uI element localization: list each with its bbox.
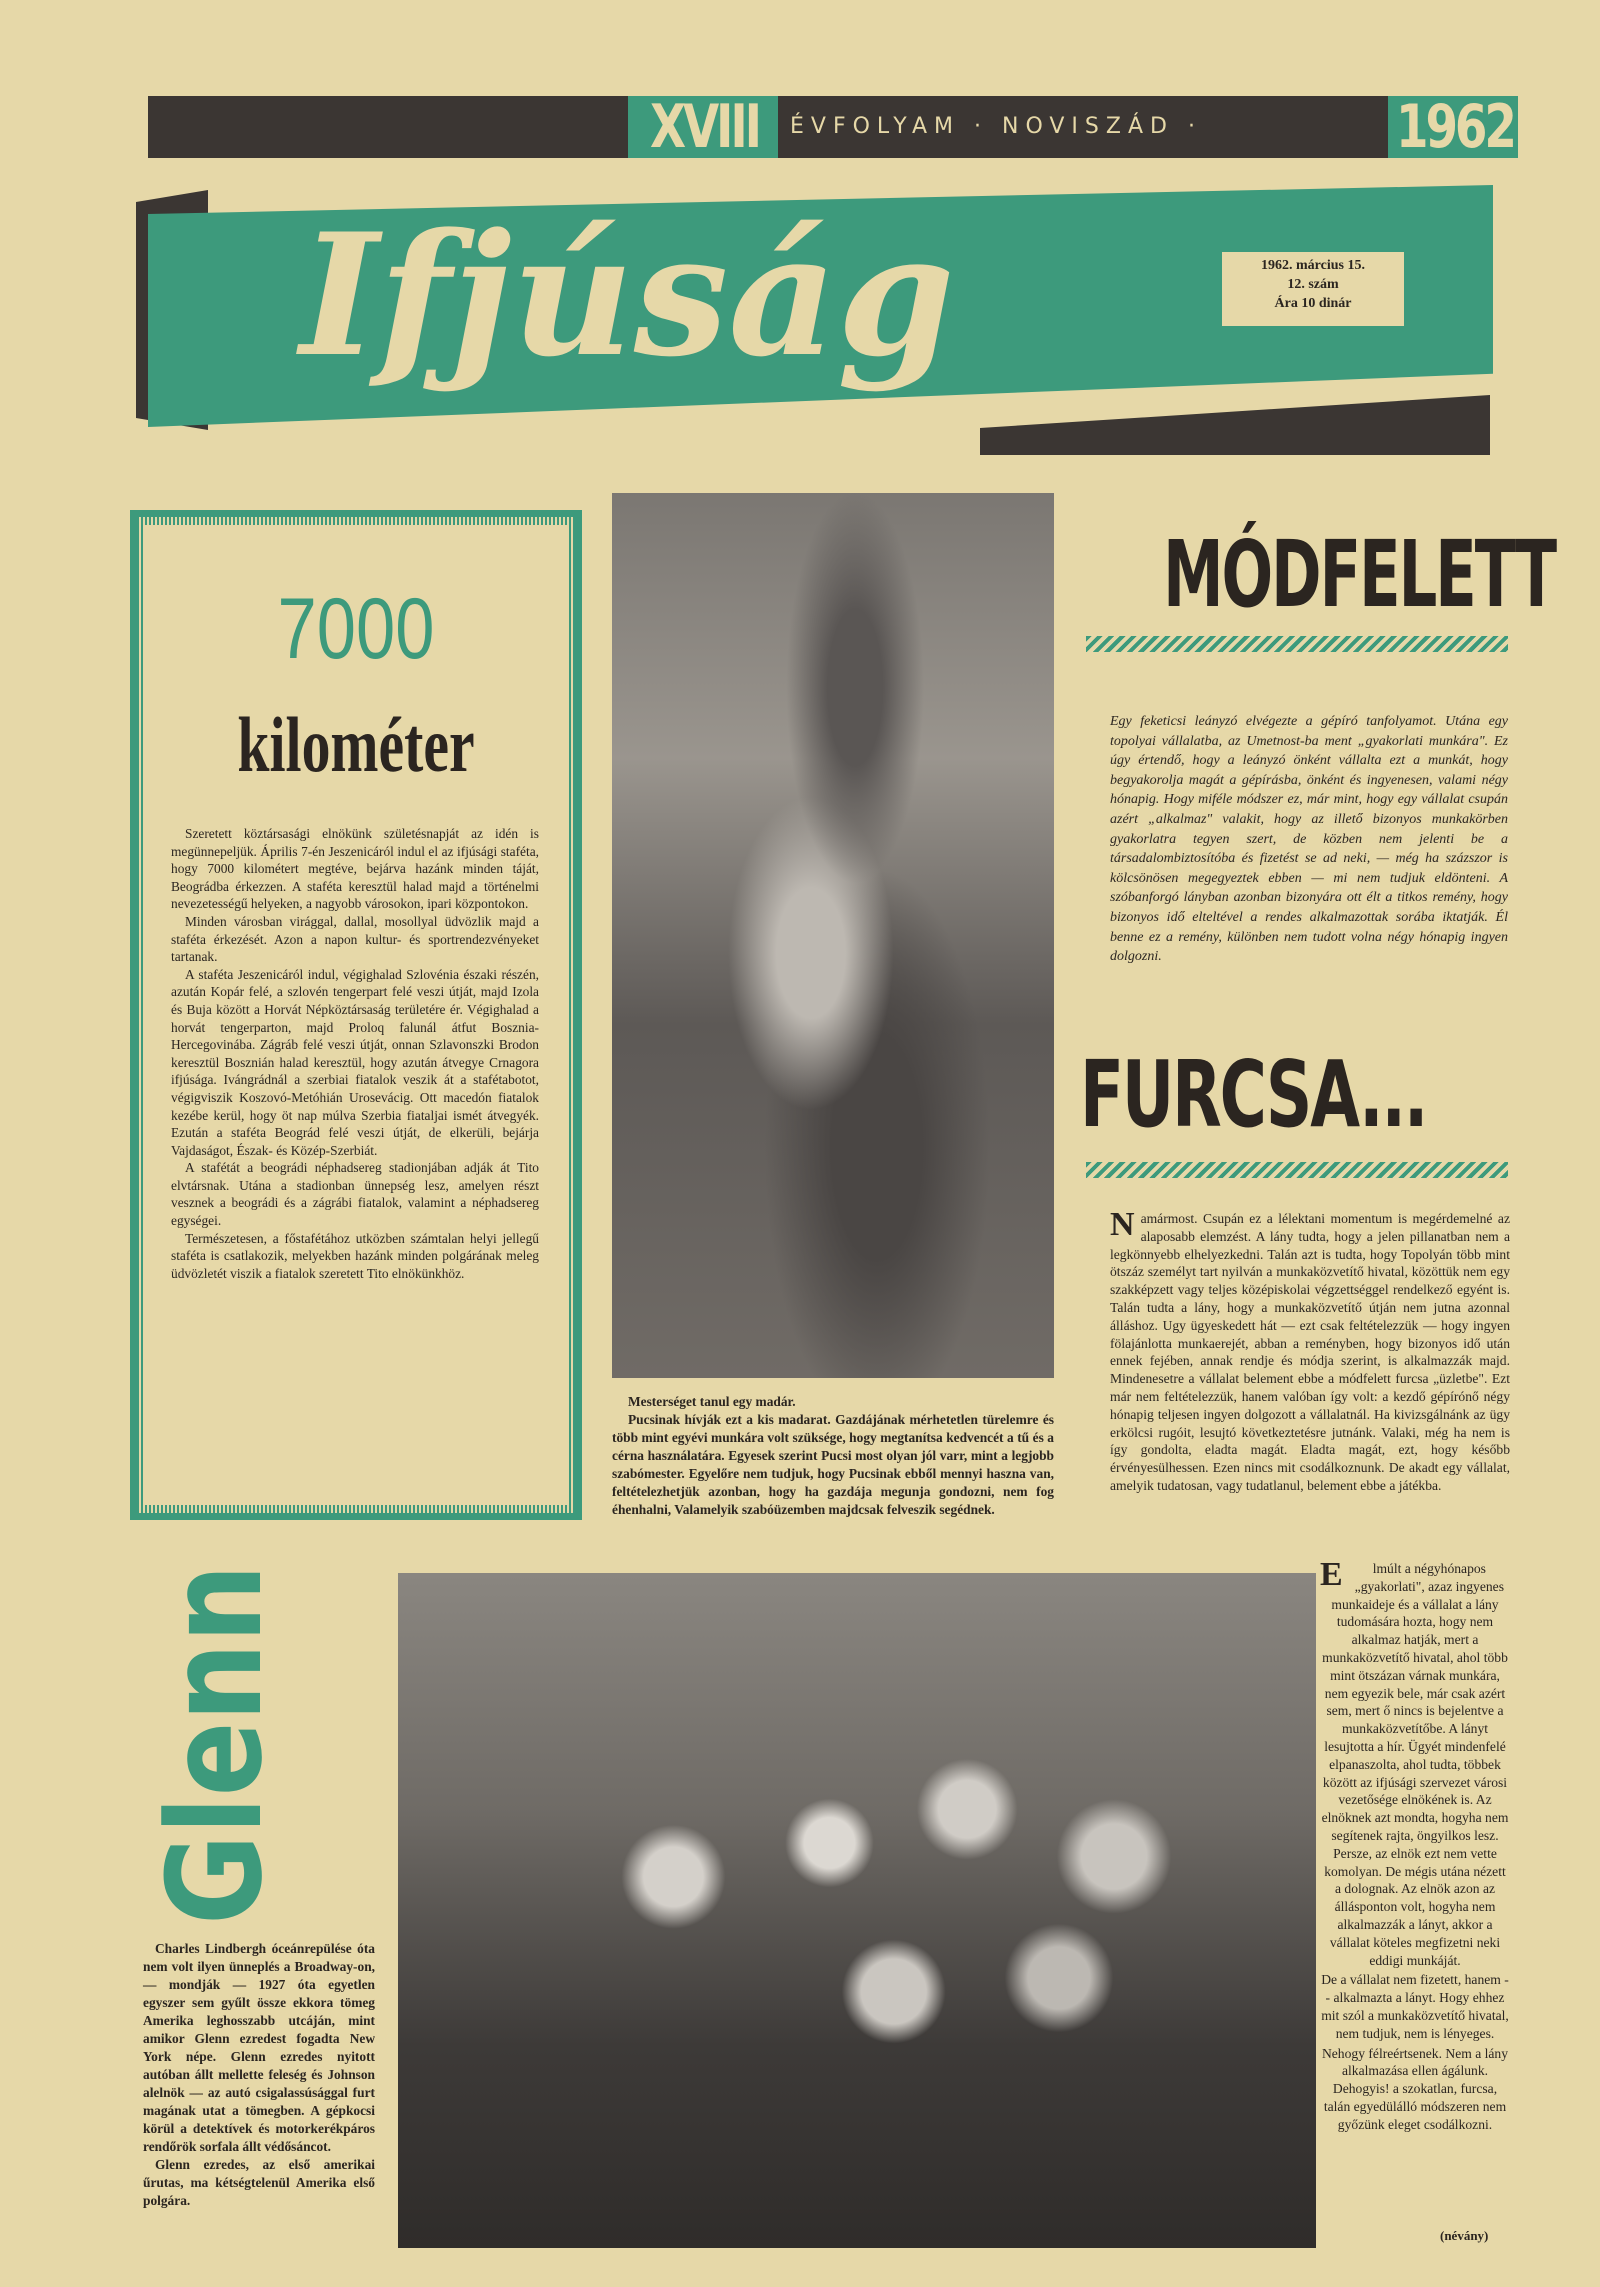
- caption-title: Mesterséget tanul egy madár.: [628, 1394, 796, 1409]
- paragraph-text: lmúlt a négyhónapos „gyakorlati", azaz ingyenes munkaideje és a vállalat a lány tudomására hozta, hogy nem alkalmaz hatják, mert a munkaközvetítő hivatal, ahol több mint ötszázan várnak munkára, nem egyezik bele, már csak azért sem, mert ő nincs is bejelentve a munkaközvetítőbe. A lányt lesujtotta a hír. Ügyét mindenfelé elpanaszolta, ahol tudta, többek között az ifjúsági szervezet városi vezetősége elnökének is. Az elnöknek azt mondta, hogyha nem segítenek rajta, öngyilkos lesz. Persze, az elnök ezt nem vette komolyan. De mégis utána nézett a dolognak. Az elnök azon az állásponton volt, hogyha nem alkalmazzák a lányt, akkor a vállalat köteles megfizetni neki eddigi munkáját.: [1321, 1561, 1509, 1968]
- volume-number: XVIII: [650, 92, 759, 162]
- masthead-subtitle: ÉVFOLYAM · NOVISZÁD ·: [790, 114, 1202, 139]
- article-7000-frame: [130, 510, 582, 1520]
- headline-modfelett: MÓDFELETT: [1163, 521, 1556, 628]
- headline-glenn: [139, 1564, 291, 1940]
- caption-text: Pucsinak hívják ezt a kis madarat. Gazdájának mérhetetlen türelemre és több mint egyévi munkára volt szüksége, hogy megtanítsa kedvencét a tű és a cérna használatára. Egyesek szerint Pucsi most olyan jól varr, mint a legjobb szabómester. Egyelőre nem tudjuk, hogy Pucsinak ebből mennyi haszna van, feltételezhetjük azonban, hogy ha gazdája megunja gondozni, nem fog éhenhalni, Valamelyik szabóüzemben majdcsak felveszik segédnek.: [612, 1412, 1054, 1517]
- paragraph: Glenn ezredes, az első amerikai űrutas, ma kétségtelenül Amerika első polgára.: [143, 2157, 375, 2208]
- furcsa-body: [1110, 1206, 1510, 1495]
- headline-furcsa: FURCSA...: [1080, 1041, 1427, 1148]
- paragraph: Szeretett köztársasági elnökünk születésnapját az idén is megünnepeljük. Április 7-én Jeszenicáról indul el az ifjúsági staféta, hogy 7000 kilométert megtéve, bejárva hazánk minden táját, Beográdba érkezzen. A staféta keresztül halad majd a történelmi nevezetességű helyeken, a nagyobb városokon, ipari központokon.: [171, 826, 539, 912]
- crowd-photo: [398, 1573, 1316, 2248]
- bird-photo: [612, 493, 1054, 1378]
- paragraph: [1320, 1556, 1510, 1969]
- author-signature: (névány): [1440, 2228, 1489, 2243]
- paragraph: A stafétát a beográdi néphadsereg stadionjában adják át Tito elvtársnak. Utána a stadionban ünnepség lesz, amelyen részt vesznek a beográdi és a zágrábi fiatalok, valamint a néphadsereg egységei.: [171, 1160, 539, 1229]
- hatch-divider: [1086, 636, 1508, 652]
- article-7000-body: [171, 825, 539, 1282]
- masthead-year: 1962: [1396, 92, 1514, 162]
- headline-glenn-text: Glenn: [139, 1564, 291, 1925]
- paragraph: De a vállalat nem fizetett, hanem -- alkalmazta a lányt. Hogy ehhez mit szól a munkaközvetítő hivatal, nem tudjuk, nem is lényeges.: [1321, 1972, 1509, 2041]
- article-7000-number: 7000: [277, 581, 435, 677]
- masthead-bar-left: [148, 96, 628, 158]
- paragraph-text: amármost. Csupán ez a lélektani momentum is megérdemelné az alaposabb elemzést. A lány tudta, hogy a jelen pillanatban nem a legkönnyebb elhelyezkedni. Talán azt is tudta, hogy Topolyán több mint ötszáz személyt tart nyilván a munkaközvetítő hivatal, közöttük nem egy szakképzett vagy teljes középiskolai végzettséggel rendelkező egyént is. Talán tudta a lány, hogy a munkaközvetítő útján nem jutna azonnal álláshoz. Ugy ügyeskedett hát — ezt csak feltételezzük — hogy ingyen fölajánlotta munkaerejét, abban a reményben, hogy bizonyos idő után ennek fejében, annak rendje és módja szerint, is alkalmazzák majd. Mindenesetre a vállalat belement ebbe a módfelett furcsa „üzletbe". Ezt már nem feltételezzük, hanem valóban így volt: a kezdő gépírónő négy hónapig teljesen ingyen dolgozott a vállalatnál. Ha kivizsgálnánk az ügy erkölcsi rugóit, lesujtó következtetésre jutnánk. Valaki, még ha nem is így gondolta, eladta magát. Eladta magát, ezt, hogy később érvényesülhessen. Ezen nincs mit csodálkoznunk. De akadt egy vállalat, amelyik tudatosan, vagy tudatlanul, belement ebbe a játékba.: [1110, 1211, 1510, 1493]
- drop-cap: E: [1320, 1556, 1343, 1593]
- issue-number: 12. szám: [1287, 277, 1339, 292]
- paragraph: A staféta Jeszenicáról indul, végighalad Szlovénia északi részén, azután Kopár felé, a szlovén tengerpart felé veszi útját, majd Izola és Buja között a Horvát Népköztársaság területére ér. Végighalad a horvát tengerparton, majd Proloq falunál átfut Bosznia-Hercegovinába. Zágráb felé veszi útját, onnan Szlavonszki Brodon keresztül Bosznián halad keresztül, hogy azután átvegye Crnagora ifjúsága. Ivángrádnál a szerbiai fiatalok veszik át a stafétabotot, végigviszik Koszovó-Metóhián Urosevácig. Ott macedón fiatalok kezébe kerül, hogy öt nap múlva Szerbia fiataljai ismét átvegyék. Ezután a staféta Beográd felé veszi útját, de elkerüli, bejárja Vajdaságot, Észak- és Közép-Szerbiát.: [171, 966, 539, 1158]
- drop-cap: N: [1110, 1206, 1135, 1243]
- bird-photo-caption: [612, 1393, 1054, 1519]
- newspaper-title: Ifjúság: [300, 196, 955, 394]
- paragraph: Minden városban virággal, dallal, mosollyal üdvözlik majd a staféta érkezését. Azon a napon kultur- és sportrendezvényeket tartanak.: [171, 913, 539, 965]
- paragraph: Nehogy félreértsenek. Nem a lány alkalmazása ellen ágálunk. Dehogyis! a szokatlan, furcsa, talán egyedülálló módszeren nem győzünk eleget csodálkozni.: [1321, 2045, 1509, 2132]
- issue-info: [1222, 252, 1404, 326]
- paragraph: Charles Lindbergh óceánrepülése óta nem volt ilyen ünneplés a Broadway-on, — mondják — 1927 óta egyetlen egyszer sem gyűlt össze ekkora tömeg Amerika leghosszabb utcáján, mint amikor Glenn ezredest fogadta New York népe. Glenn ezredes nyitott autóban állt mellette feleség és Johnson alelnök — az autó csigalassúsággal furt magának utat a tömegben. A gépkocsi körül a detektívek és motorkerékpáros rendőrök sorfala állt védősáncot.: [143, 1941, 375, 2154]
- hatch-divider: [1086, 1162, 1508, 1178]
- title-strip: [980, 395, 1490, 455]
- article-7000-word: kilométer: [237, 701, 475, 788]
- paragraph: [1110, 1206, 1510, 1495]
- modfelett-intro: Egy feketicsi leányzó elvégezte a gépíró tanfolyamot. Utána egy topolyai vállalatba, az Umetnost-ba ment „gyakorlati munkára". Ez úgy értendő, hogy a leányzó önként vállalta ezt a munkát, hogy begyakorolja magát a gépírásba, önként és ingyenesen, valami négy hónapig. Hogy miféle módszer ez, már mint, hogy egy vállalat csupán azért „alkalmaz" valakit, hogy az illető bizonyos munkakörben gyakorlatra tegyen szert, de közben nem jelenti be a társadalombiztosítóba és fizetést se ad neki, — még ha százszor is kölcsönösen megegyeztek ebben — mi nem tudjuk eldönteni. A szóbanforgó lányban azonban bizonyára ott élt a titkos remény, hogy bizonyos idő elteltével a rendes alkalmazottak sorába iktatják. Él benne ez a remény, különben nem tudott volna négy hónapig ingyen dolgozni.: [1110, 714, 1508, 965]
- paragraph: Természetesen, a főstafétához utközben számtalan helyi jellegű staféta is csatlakozik, melyekben hazánk minden polgárának meleg üdvözletét viszik a fiatalok szeretett Tito elnökünkhöz.: [171, 1230, 539, 1281]
- issue-price: Ára 10 dinár: [1274, 296, 1352, 311]
- furcsa-body-continued: [1320, 1556, 1510, 2136]
- glenn-body: [143, 1940, 375, 2210]
- issue-date: 1962. március 15.: [1261, 258, 1365, 273]
